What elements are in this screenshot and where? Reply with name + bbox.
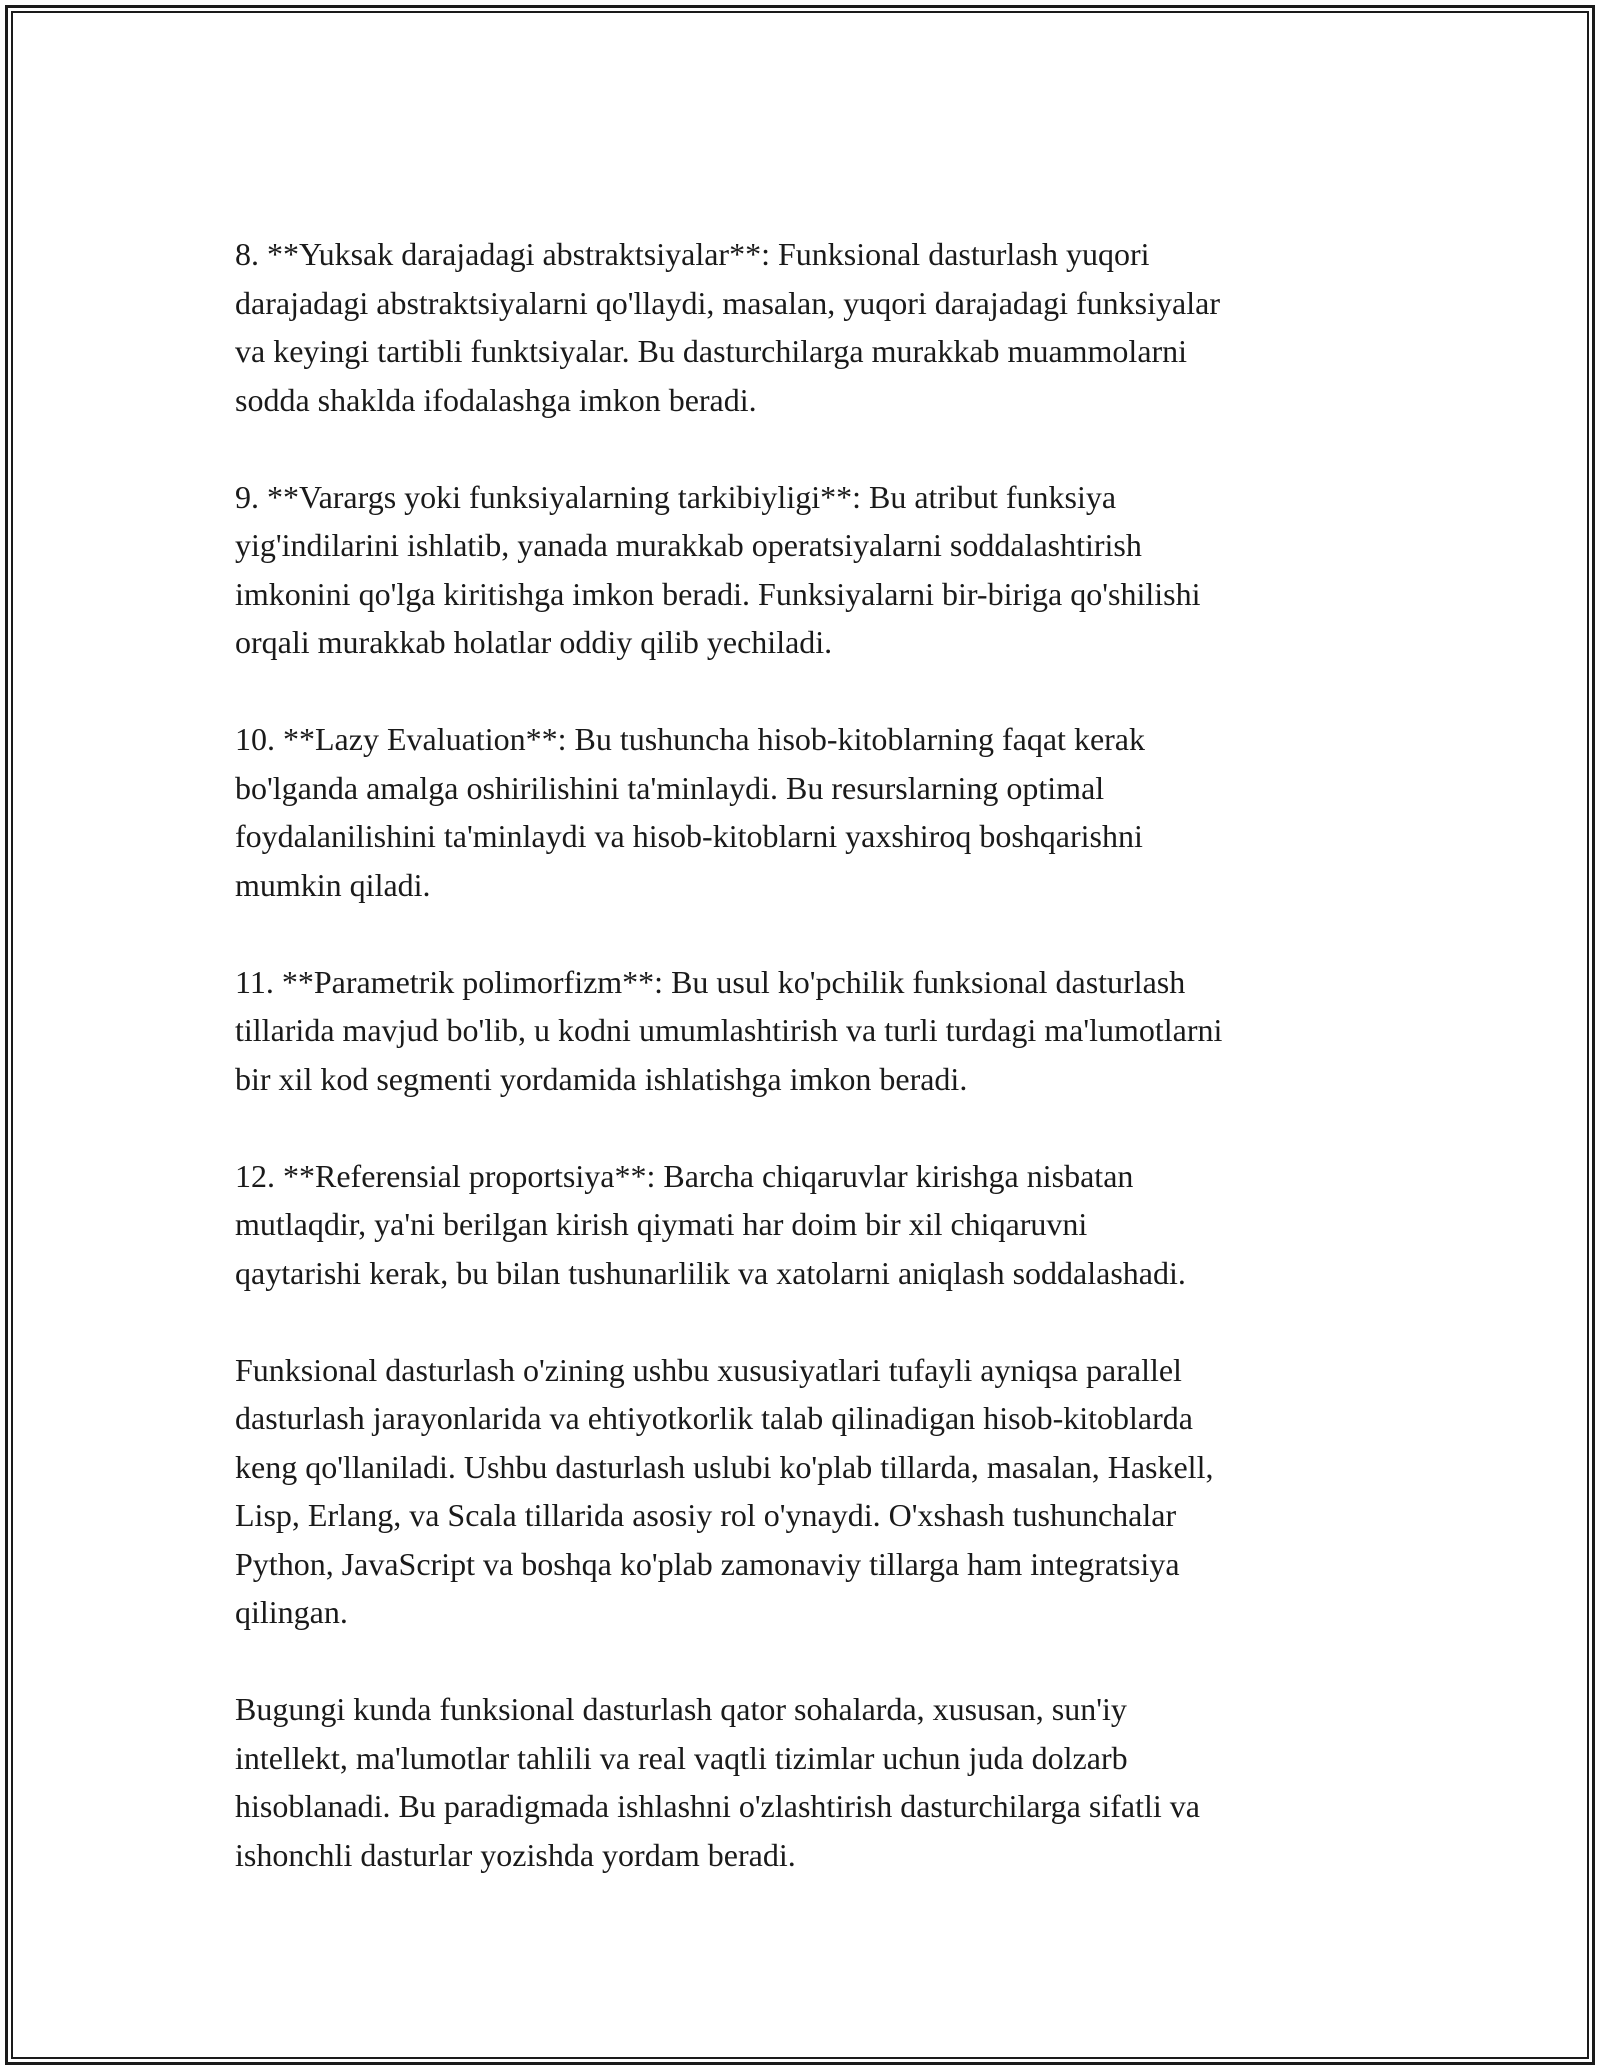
text-line: Bugungi kunda funksional dasturlash qator sohalarda, xususan, sun'iy — [235, 1691, 1127, 1727]
paragraph-conclusion — [235, 1685, 1375, 1879]
text-line: Lisp, Erlang, va Scala tillarida asosiy rol o'ynaydi. O'xshash tushunchalar — [235, 1497, 1177, 1533]
paragraph-item-10 — [235, 715, 1375, 909]
text-line: intellekt, ma'lumotlar tahlili va real vaqtli tizimlar uchun juda dolzarb — [235, 1739, 1128, 1776]
paragraph-item-9 — [235, 473, 1375, 667]
text-line: sodda shaklda ifodalashga imkon beradi. — [235, 381, 757, 418]
text-line: imkonini qo'lga kiritishga imkon beradi. Funksiyalarni bir-biriga qo'shilishi — [235, 575, 1201, 612]
text-line: Funksional dasturlash o'zining ushbu xususiyatlari tufayli ayniqsa parallel — [235, 1351, 1182, 1388]
text-line: bo'lganda amalga oshirilishini ta'minlaydi. Bu resurslarning optimal — [235, 769, 1105, 806]
text-line: 8. **Yuksak darajadagi abstraktsiyalar**: Funksional dasturlash yuqori — [235, 236, 1150, 272]
document-body — [235, 230, 1375, 1879]
text-line: 9. **Varargs yoki funksiyalarning tarkibiyligi**: Bu atribut funksiya — [235, 478, 1117, 515]
paragraph-item-12 — [235, 1152, 1375, 1298]
text-line: qaytarishi kerak, bu bilan tushunarlilik va xatolarni aniqlash soddalashadi. — [235, 1254, 1186, 1291]
text-line: 12. **Referensial proportsiya**: Barcha chiqaruvlar kirishga nisbatan — [235, 1157, 1134, 1194]
text-line: mumkin qiladi. — [235, 866, 431, 903]
text-line: dasturlash jarayonlarida va ehtiyotkorlik talab qilinadigan hisob-kitoblarda — [235, 1400, 1193, 1436]
paragraph-item-8 — [235, 230, 1375, 424]
text-line: foydalanilishini ta'minlaydi va hisob-kitoblarni yaxshiroq boshqarishni — [235, 818, 1143, 854]
text-line: 11. **Parametrik polimorfizm**: Bu usul ko'pchilik funksional dasturlash — [235, 963, 1186, 1000]
text-line: tillarida mavjud bo'lib, u kodni umumlashtirish va turli turdagi ma'lumotlarni — [235, 1012, 1223, 1048]
text-line: 10. **Lazy Evaluation**: Bu tushuncha hisob-kitoblarning faqat kerak — [235, 721, 1145, 757]
text-line: va keyingi tartibli funktsiyalar. Bu dasturchilarga murakkab muammolarni — [235, 333, 1188, 369]
paragraph-item-11 — [235, 958, 1375, 1104]
text-line: hisoblanadi. Bu paradigmada ishlashni o'zlashtirish dasturchilarga sifatli va — [235, 1788, 1200, 1824]
paragraph-summary — [235, 1346, 1375, 1637]
text-line: orqali murakkab holatlar oddiy qilib yechiladi. — [235, 624, 833, 660]
text-line: qilingan. — [235, 1594, 348, 1630]
text-line: keng qo'llaniladi. Ushbu dasturlash uslubi ko'plab tillarda, masalan, Haskell, — [235, 1448, 1214, 1485]
text-line: darajadagi abstraktsiyalarni qo'llaydi, masalan, yuqori darajadagi funksiyalar — [235, 284, 1220, 321]
text-line: bir xil kod segmenti yordamida ishlatishga imkon beradi. — [235, 1060, 968, 1097]
text-line: ishonchli dasturlar yozishda yordam beradi. — [235, 1836, 796, 1873]
text-line: mutlaqdir, ya'ni berilgan kirish qiymati har doim bir xil chiqaruvni — [235, 1206, 1088, 1242]
text-line: Python, JavaScript va boshqa ko'plab zamonaviy tillarga ham integratsiya — [235, 1545, 1180, 1582]
text-line: yig'indilarini ishlatib, yanada murakkab operatsiyalarni soddalashtirish — [235, 527, 1142, 563]
